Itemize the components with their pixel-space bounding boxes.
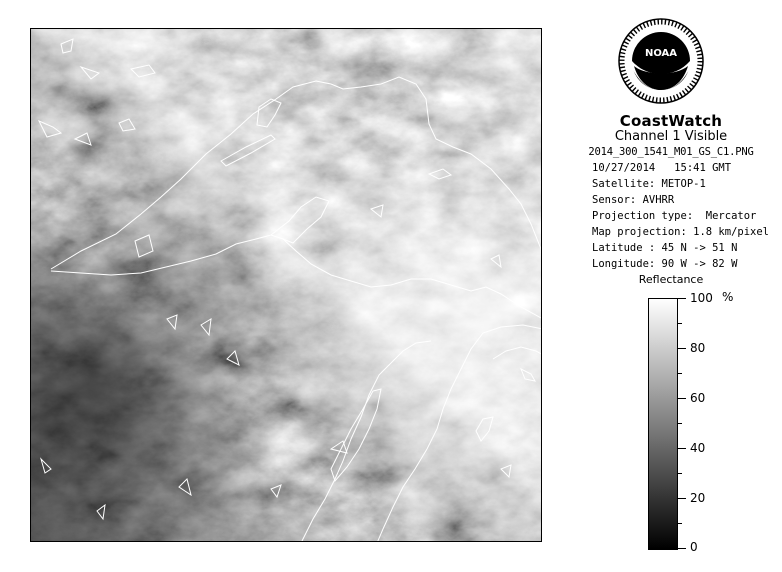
satellite-image <box>31 29 542 542</box>
colorbar-label-80: 80 <box>690 341 706 355</box>
colorbar-tick <box>678 348 686 349</box>
colorbar-tick <box>678 498 686 499</box>
colorbar-label-60: 60 <box>690 391 706 405</box>
meta-latitude: Latitude : 45 N -> 51 N <box>592 242 738 254</box>
meta-longitude: Longitude: 90 W -> 82 W <box>592 258 738 270</box>
colorbar-tick <box>678 423 682 424</box>
meta-satellite: Satellite: METOP-1 <box>592 178 706 190</box>
colorbar-tick <box>678 523 682 524</box>
meta-sensor: Sensor: AVHRR <box>592 194 675 206</box>
colorbar-label-40: 40 <box>690 441 706 455</box>
noaa-logo-icon <box>618 18 704 104</box>
colorbar-label-0: 0 <box>690 540 698 554</box>
colorbar-tick <box>678 323 682 324</box>
dark-land-overlay <box>31 29 542 542</box>
meta-projection-type: Projection type: Mercator <box>592 210 757 222</box>
colorbar-title: Reflectance <box>638 273 704 286</box>
colorbar-label-20: 20 <box>690 491 706 505</box>
reflectance-colorbar <box>648 298 678 550</box>
image-filename: 2014_300_1541_M01_GS_C1.PNG <box>588 146 754 158</box>
svg-text:NOAA: NOAA <box>644 48 678 59</box>
colorbar-tick <box>678 448 686 449</box>
colorbar-unit: % <box>722 290 734 304</box>
colorbar-tick <box>678 548 686 549</box>
acquisition-datetime: 10/27/2014 15:41 GMT <box>592 162 732 174</box>
satellite-image-panel <box>30 28 542 542</box>
channel-subtitle: Channel 1 Visible <box>614 129 728 144</box>
colorbar-tick <box>678 473 682 474</box>
info-sidebar <box>560 0 782 572</box>
product-title: CoastWatch <box>619 112 723 130</box>
meta-map-projection: Map projection: 1.8 km/pixel <box>592 226 770 238</box>
colorbar-label-100: 100 <box>690 291 713 305</box>
colorbar-tick <box>678 373 682 374</box>
colorbar-tick <box>678 298 686 299</box>
colorbar-tick <box>678 398 686 399</box>
